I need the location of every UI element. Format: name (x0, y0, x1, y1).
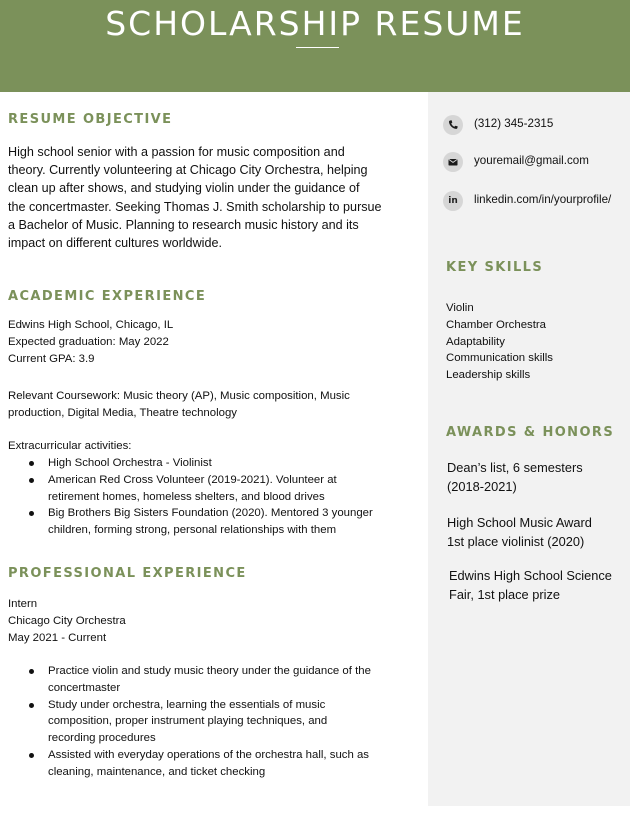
job-line: Intern (8, 598, 38, 610)
school-line: Current GPA: 3.9 (8, 352, 95, 365)
page-title: SCHOLARSHIP RESUME (105, 4, 525, 43)
objective-line: the concertmaster. Seeking Thomas J. Smith scholarship to pursue (8, 199, 382, 214)
bullet-icon (29, 669, 34, 674)
academic-heading: ACADEMIC EXPERIENCE (8, 289, 207, 304)
objective-line: impact on different cultures worldwide. (8, 236, 222, 251)
email-address[interactable]: youremail@gmail.com (474, 154, 589, 167)
envelope-icon (443, 152, 463, 172)
list-item: Study under orchestra, learning the essentials of music composition, proper instrument playing techniques, and recording procedures (8, 697, 423, 747)
activities-list (8, 455, 423, 539)
list-item: American Red Cross Volunteer (2019-2021). Volunteer at retirement homes, homeless shelters, and blood drives (8, 472, 423, 506)
skill-item: Adaptability (446, 335, 505, 348)
awards-heading: AWARDS & HONORS (446, 425, 615, 440)
bullet-icon (29, 511, 34, 516)
list-item: High School Orchestra - Violinist (8, 455, 423, 472)
bullet-icon (29, 703, 34, 708)
bullet-icon (29, 753, 34, 758)
linkedin-url[interactable]: linkedin.com/in/yourprofile/ (474, 193, 612, 206)
list-item: Big Brothers Big Sisters Foundation (2020). Mentored 3 younger children, forming strong, personal relationships with them (8, 505, 423, 539)
objective-line: a Bachelor of Music. Planning to research music history and its (8, 217, 359, 232)
coursework-line: Relevant Coursework: Music theory (AP), Music composition, Music (8, 390, 350, 402)
list-item: Practice violin and study music theory under the guidance of the concertmaster (8, 663, 423, 697)
skill-item: Chamber Orchestra (446, 318, 547, 331)
extracurricular-label: Extracurricular activities: (8, 440, 132, 452)
contact-phone (443, 115, 628, 135)
skills-heading: KEY SKILLS (446, 260, 544, 275)
contact-email (443, 152, 628, 172)
header-banner (0, 0, 630, 92)
objective-heading: RESUME OBJECTIVE (8, 112, 173, 127)
skill-item: Communication skills (446, 352, 553, 365)
objective-line: High school senior with a passion for music composition and (8, 145, 345, 159)
school-info (8, 317, 418, 367)
skill-item: Leadership skills (446, 369, 531, 382)
award-item: High School Music Award 1st place violinist (2020) (447, 515, 592, 549)
bullet-icon (29, 478, 34, 483)
linkedin-icon: in (443, 191, 463, 211)
job-line: May 2021 - Current (8, 631, 107, 644)
objective-line: theory. Currently volunteering at Chicago City Orchestra, helping (8, 163, 368, 178)
skills-list (446, 300, 553, 384)
title-underline (296, 47, 339, 48)
objective-line: clean up after shows, and studying violin under the guidance of (8, 181, 360, 196)
award-item: Dean’s list, 6 semesters (2018-2021) (447, 460, 583, 494)
duties-list (8, 663, 423, 781)
list-item: Assisted with everyday operations of the orchestra hall, such as cleaning, maintenance, and ticket checking (8, 747, 423, 781)
award-item: Edwins High School Science Fair, 1st place prize (449, 568, 612, 602)
job-info (8, 596, 418, 646)
professional-heading: PROFESSIONAL EXPERIENCE (8, 566, 247, 581)
coursework-line: production, Digital Media, Theatre technology (8, 406, 238, 419)
contact-linkedin (443, 191, 628, 211)
job-line: Chicago City Orchestra (8, 614, 126, 627)
bullet-icon (29, 461, 34, 466)
phone-number[interactable]: (312) 345-2315 (474, 117, 554, 130)
school-line: Edwins High School, Chicago, IL (8, 319, 174, 331)
school-line: Expected graduation: May 2022 (8, 335, 169, 348)
skill-item: Violin (446, 302, 474, 314)
objective-text (8, 143, 418, 252)
coursework (8, 388, 418, 422)
phone-icon (443, 115, 463, 135)
